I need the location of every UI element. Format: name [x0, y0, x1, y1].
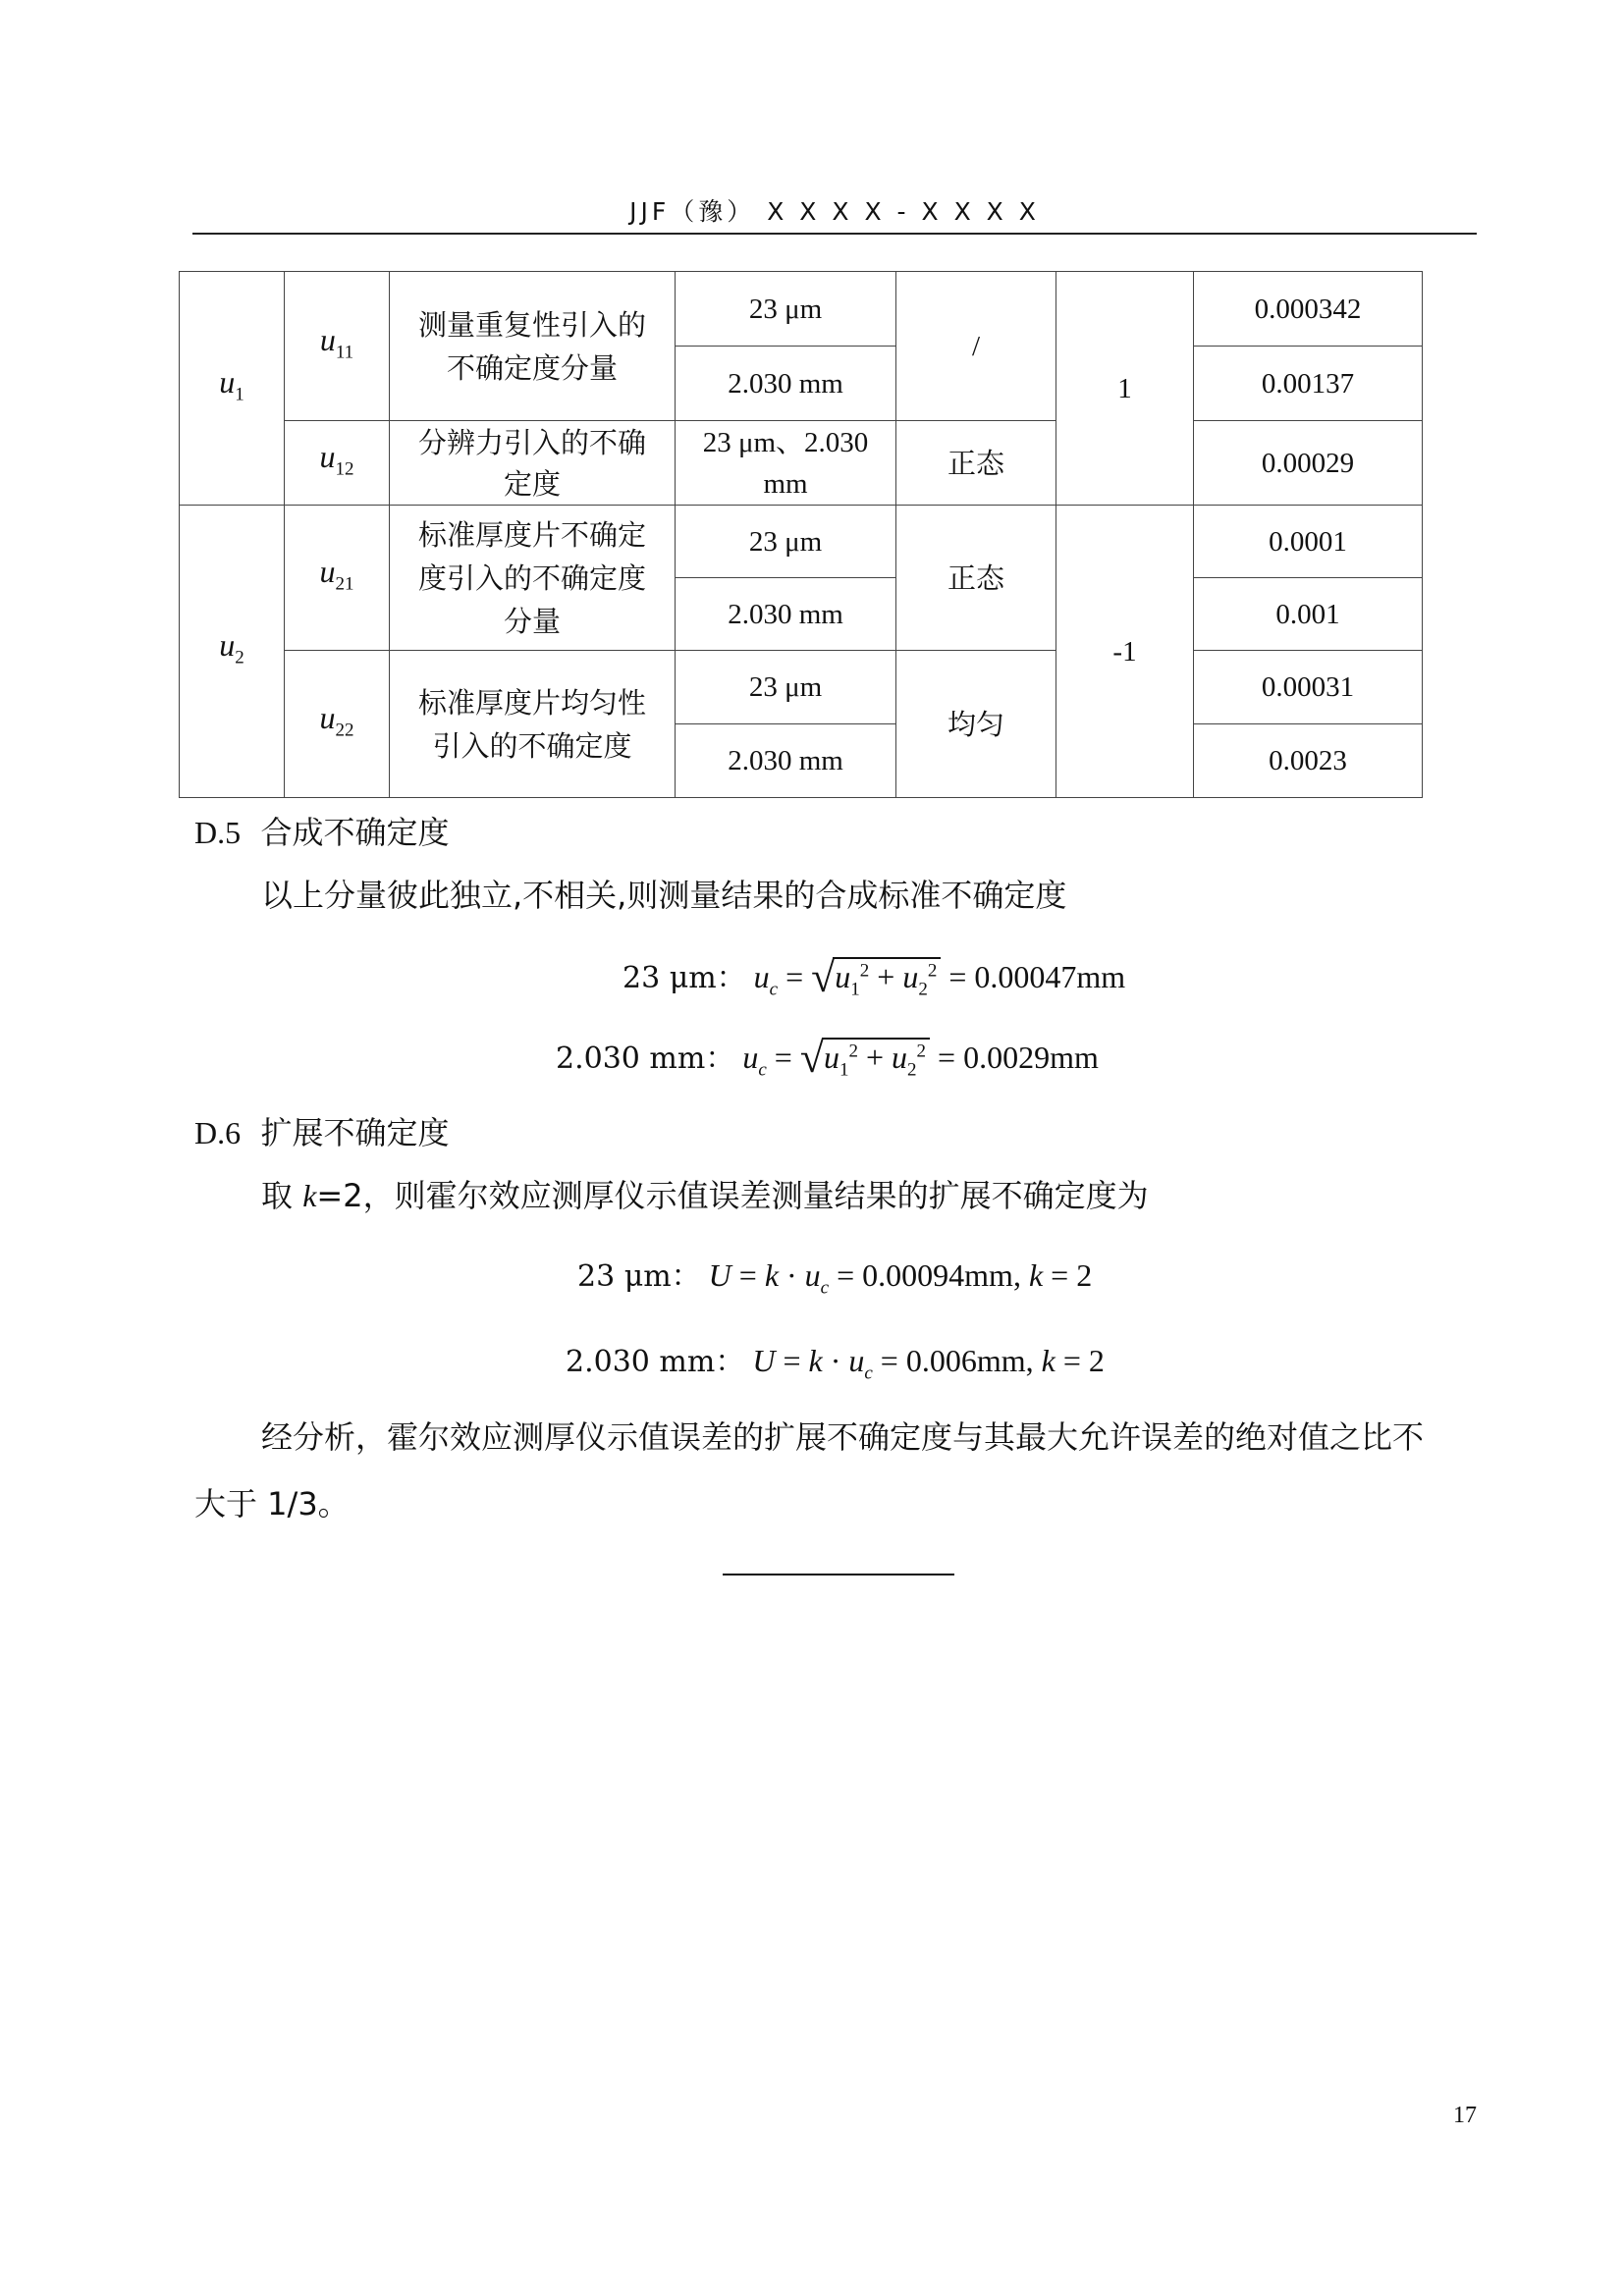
- formula-uc-23um: 23 μm： $u_c = √u_1^2 + u_2^2 = 0.00047mm$: [623, 953, 1126, 1001]
- u12-source-cell: 分辨力引入的不确定度: [390, 421, 676, 506]
- formula-U-2030mm: 2.030 mm： $U = k \cdot u_c = 0.006mm$, k = 2: [566, 1343, 1105, 1384]
- running-header: JJF（豫） X X X X - X X X X: [629, 197, 1040, 226]
- u11-value-1: 23 μm: [676, 272, 896, 347]
- u12-distribution: 正态: [896, 421, 1056, 506]
- section-d5-heading: D.5 合成不确定度: [194, 814, 450, 851]
- u2-symbol-cell: $u_2$: [180, 506, 285, 798]
- u12-contribution: 0.00029: [1194, 421, 1423, 506]
- u22-symbol-cell: $u_{22}$: [285, 651, 390, 798]
- u21-distribution: 正态: [896, 506, 1056, 651]
- section-d6-heading: D.6 扩展不确定度: [194, 1114, 450, 1151]
- u21-contribution-1: 0.0001: [1194, 506, 1423, 578]
- u22-contribution-2: 0.0023: [1194, 724, 1423, 798]
- u11-contribution-2: 0.00137: [1194, 347, 1423, 421]
- u22-contribution-1: 0.00031: [1194, 651, 1423, 724]
- formula-uc-2030mm: 2.030 mm： $u_c = √u_1^2 + u_2^2 = 0.0029mm$: [556, 1034, 1099, 1082]
- u11-contribution-1: 0.000342: [1194, 272, 1423, 347]
- end-rule: [723, 1574, 954, 1575]
- u21-contribution-2: 0.001: [1194, 578, 1423, 651]
- u21-value-1: 23 μm: [676, 506, 896, 578]
- u21-value-2: 2.030 mm: [676, 578, 896, 651]
- u22-distribution: 均匀: [896, 651, 1056, 798]
- u22-source-cell: 标准厚度片均匀性引入的不确定度: [390, 651, 676, 798]
- u1-coefficient: 1: [1056, 272, 1194, 506]
- page-number: 17: [1453, 2103, 1477, 2128]
- u22-value-2: 2.030 mm: [676, 724, 896, 798]
- uncertainty-table: [179, 271, 1423, 798]
- u11-distribution: /: [896, 272, 1056, 421]
- u21-symbol-cell: $u_{21}$: [285, 506, 390, 651]
- u11-source-cell: 测量重复性引入的不确定度分量: [390, 272, 676, 421]
- conclusion-line-1: 经分析，霍尔效应测厚仪示值误差的扩展不确定度与其最大允许误差的绝对值之比不: [261, 1418, 1425, 1456]
- u22-value-1: 23 μm: [676, 651, 896, 724]
- u11-symbol-cell: $u_{11}$: [285, 272, 390, 421]
- u2-coefficient: -1: [1056, 506, 1194, 798]
- section-d5-body: 以上分量彼此独立,不相关,则测量结果的合成标准不确定度: [261, 877, 1067, 914]
- u12-value: 23 μm、2.030 mm: [676, 421, 896, 506]
- u12-symbol-cell: $u_{12}$: [285, 421, 390, 506]
- conclusion-line-2: 大于 1/3。: [194, 1485, 350, 1522]
- header-rule: [192, 233, 1477, 235]
- formula-U-23um: 23 μm： $U = k \cdot u_c = 0.00094mm$, k = 2: [577, 1257, 1093, 1299]
- u21-source-cell: 标准厚度片不确定度引入的不确定度分量: [390, 506, 676, 651]
- u1-symbol-cell: $u_1$: [180, 272, 285, 506]
- u11-value-2: 2.030 mm: [676, 347, 896, 421]
- section-d6-body: 取 k=2，则霍尔效应测厚仪示值误差测量结果的扩展不确定度为: [261, 1177, 1149, 1214]
